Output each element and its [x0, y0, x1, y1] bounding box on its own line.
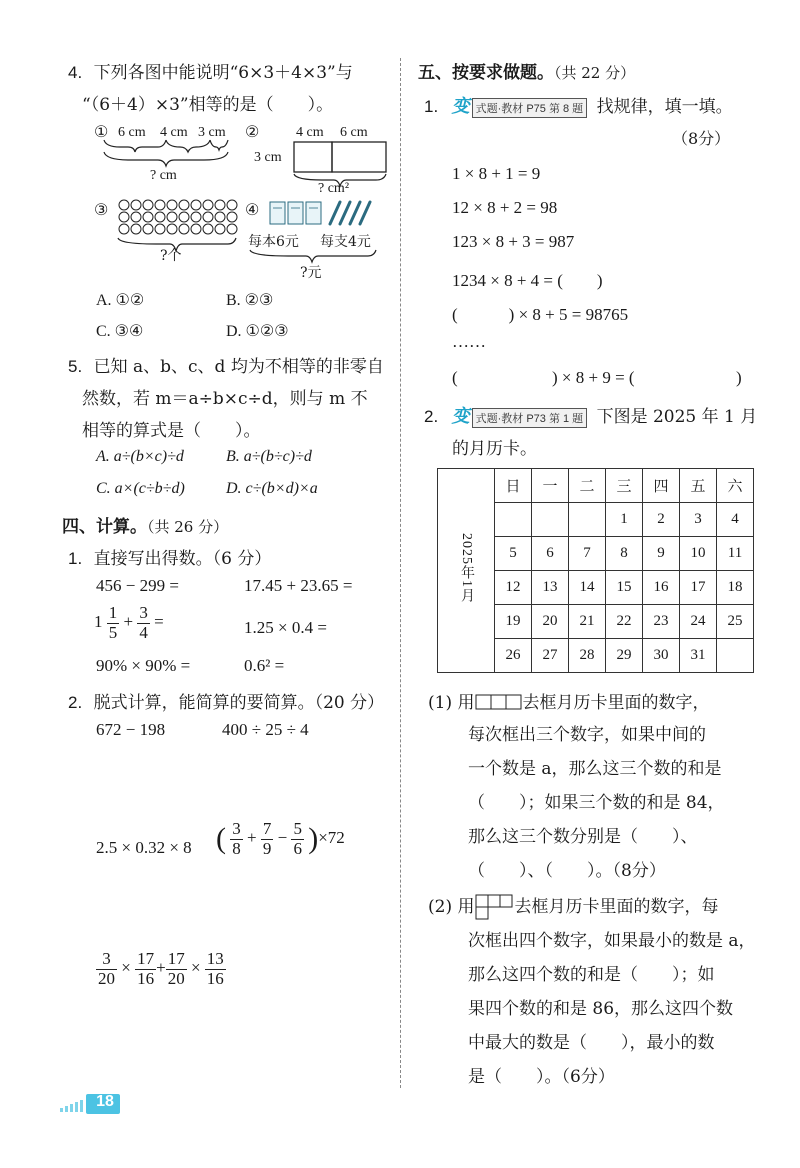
calendar-head: 日 [495, 469, 532, 503]
sc4-num-3: 5 [293, 819, 302, 838]
section-5-score: （共 22 分） [554, 64, 636, 82]
section-4-title [62, 512, 228, 537]
p2-number: (2) [428, 897, 453, 917]
calendar-cell: 4 [717, 503, 754, 537]
sc4-den-1: 8 [232, 838, 241, 858]
calc-6: 0.6² = [244, 656, 285, 675]
calc-2: 17.45 + 23.65 = [244, 576, 353, 595]
sc5-den-1: 20 [98, 968, 115, 988]
fig2-len-b: 6 cm [340, 125, 368, 140]
pattern-line-7 [452, 368, 742, 388]
calendar-cell: 16 [643, 571, 680, 605]
pattern-line-2: 12 × 8 + 2 = 98 [452, 198, 558, 217]
stepcalc-1: 672 − 198 [96, 720, 166, 739]
p1-text-5: 那么这三个数分别是（ ）、 [468, 827, 698, 847]
q5-option-b[interactable]: B. a÷(b÷c)÷d [226, 448, 312, 465]
sc5-num-1: 3 [96, 950, 117, 970]
calendar-cell: 26 [495, 639, 532, 673]
calc-5: 90% × 90% = [96, 656, 191, 675]
calendar-cell: 10 [680, 537, 717, 571]
q5-option-d[interactable]: D. c÷(b×d)×a [226, 480, 318, 497]
calendar-side-label [438, 469, 495, 673]
textbook-ref-tag: 式题·教材 P75 第 8 题 [472, 98, 588, 118]
s4-q1-text: 直接写出得数。（6 分） [93, 549, 272, 569]
s5-q1-number: 1. [424, 97, 439, 116]
section-4-score: （共 26 分） [147, 518, 229, 536]
q4-line2: “（6＋4）×3”相等的是（ ）。 [82, 95, 334, 115]
p2-text-4: 果四个数的和是 86，那么这四个数 [468, 999, 734, 1019]
calendar-cell: 27 [532, 639, 569, 673]
section-5-title [418, 58, 635, 83]
calendar-cell: 31 [680, 639, 717, 673]
p2-text-2: 次框出四个数字，如果最小的数是 a， [468, 931, 756, 951]
fig1-len-c: 3 cm [198, 125, 226, 140]
calendar-cell: 17 [680, 571, 717, 605]
fig4-left-note: 每本6元 [248, 234, 299, 250]
sc5-den-4: 16 [206, 968, 224, 988]
sc5-den-3: 20 [167, 968, 185, 988]
fig2-label: ② [245, 122, 260, 141]
p1-text-6: （ ）、（ ）。（8分） [468, 861, 666, 881]
fig1-len-a: 6 cm [118, 125, 146, 140]
fig4-question: ?元 [300, 265, 322, 281]
p1-text-use: 用 [457, 693, 475, 713]
p1-text-3: 一个数是 a，那么这三个数的和是 [468, 759, 722, 779]
s5-q2-line [424, 402, 757, 428]
s4-q2-text: 脱式计算，能简算的要简算。（20 分） [93, 693, 385, 713]
q5-text-3: 相等的算式是（ ）。 [82, 421, 261, 441]
stepcalc-4: ( $\frac{3}{8}$ + $\frac{7}{9}$ − $\frac{5}{6}$ )×72 [216, 819, 345, 858]
calendar-cell [532, 503, 569, 537]
calendar-head: 一 [532, 469, 569, 503]
q4-line1 [68, 58, 353, 83]
stepcalc-2: 400 ÷ 25 ÷ 4 [222, 720, 309, 739]
calendar-cell: 11 [717, 537, 754, 571]
calc-3-whole: 1 [94, 612, 103, 632]
calendar-cell: 13 [532, 571, 569, 605]
calc-3: 1 $\frac{1}{5}$ + $\frac{3}{4}$ = [94, 603, 164, 642]
p2-line1 [428, 892, 719, 922]
calendar-cell: 8 [606, 537, 643, 571]
fig1-label: ① [94, 122, 109, 141]
three-cell-frame-icon [475, 694, 523, 710]
q5-line1 [68, 352, 384, 377]
calendar-head: 四 [643, 469, 680, 503]
calendar-cell: 30 [643, 639, 680, 673]
calc-3-den-1: 5 [108, 622, 118, 642]
stepcalc-3: 2.5 × 0.32 × 8 [96, 838, 192, 857]
s4-q1-number: 1. [68, 549, 83, 568]
q5-option-a[interactable]: A. a÷(b×c)÷d [96, 448, 184, 465]
fig1-braces [100, 138, 240, 168]
fig3-label: ③ [94, 200, 109, 219]
fig4-books-pens [268, 198, 388, 228]
pattern-line-3: 123 × 8 + 3 = 987 [452, 232, 575, 251]
pattern-ellipsis: …… [452, 332, 486, 351]
column-divider [400, 58, 401, 1088]
s5-q1-text: 找规律，填一填。 [596, 97, 733, 117]
p2-text-6: 是（ ）。（6分） [468, 1067, 615, 1087]
calendar-head: 五 [680, 469, 717, 503]
pattern-7-mid: ) × 8 + 9 = ( [552, 368, 635, 387]
calendar-cell: 29 [606, 639, 643, 673]
fig1-len-b: 4 cm [160, 125, 188, 140]
fig1-question: ? cm [150, 168, 177, 183]
sc4-num-1: 3 [232, 819, 241, 838]
s5-q2-text-2: 的月历卡。 [452, 439, 537, 459]
calendar-cell: 7 [569, 537, 606, 571]
calendar-cell [717, 639, 754, 673]
calendar-cell: 25 [717, 605, 754, 639]
stepcalc-5: $\frac{3}{20}$ × $\frac{17}{16}$ + $\frac{17}{20}$ × $\frac{13}{16}$ [98, 949, 224, 988]
s4-q1-line [68, 544, 271, 569]
s5-q1-score: （8分） [672, 129, 731, 148]
calendar-cell [569, 503, 606, 537]
pattern-7-open: ( [452, 368, 458, 387]
calendar-side-text: 2025年1月 [459, 533, 474, 603]
p2-text-use: 用 [457, 897, 475, 917]
calc-3-num-2: 3 [139, 603, 148, 622]
calendar-cell: 24 [680, 605, 717, 639]
p2-text-5: 中最大的数是（ ），最小的数 [468, 1033, 715, 1053]
q5-option-c[interactable]: C. a×(c÷b÷d) [96, 480, 185, 497]
calendar-cell: 9 [643, 537, 680, 571]
fig4-right-note: 每支4元 [320, 234, 371, 250]
calendar-cell: 22 [606, 605, 643, 639]
sc5-den-2: 16 [137, 968, 155, 988]
textbook-ref-tag-2: 式题·教材 P73 第 1 题 [472, 408, 588, 428]
calendar-cell: 18 [717, 571, 754, 605]
pattern-line-5: ( ) × 8 + 5 = 98765 [452, 305, 629, 324]
fig3-question: ?个 [160, 248, 182, 264]
calendar-cell: 2 [643, 503, 680, 537]
pattern-line-4: 1234 × 8 + 4 = ( ) [452, 271, 603, 290]
calendar-cell [495, 503, 532, 537]
fig2-side: 3 cm [254, 150, 282, 165]
calendar-head: 三 [606, 469, 643, 503]
calendar-cell: 21 [569, 605, 606, 639]
q5-text-1: 已知 a、b、c、d 均为不相等的非零自 [93, 357, 384, 377]
sc5-num-2: 17 [137, 949, 155, 968]
q4-option-d[interactable]: D. ①②③ [226, 323, 289, 340]
sc4-den-2: 9 [262, 838, 272, 858]
p1-number: (1) [428, 693, 453, 713]
calendar-cell: 14 [569, 571, 606, 605]
calendar-cell: 3 [680, 503, 717, 537]
s5-q1-line [424, 92, 733, 118]
s4-q2-line [68, 688, 384, 713]
calendar-cell: 23 [643, 605, 680, 639]
calc-4: 1.25 × 0.4 = [244, 618, 327, 637]
pattern-line-1: 1 × 8 + 1 = 9 [452, 164, 541, 183]
calendar-head: 六 [717, 469, 754, 503]
sc4-num-2: 7 [262, 819, 272, 838]
sc5-num-3: 17 [167, 949, 185, 968]
calendar-cell: 19 [495, 605, 532, 639]
s5-q2-number: 2. [424, 407, 439, 426]
page-number: 18 [96, 1093, 114, 1110]
q4-text-1: 下列各图中能说明“6×3＋4×3”与 [93, 63, 353, 83]
s5-q2-text-1: 下图是 2025 年 1 月 [596, 407, 758, 427]
pattern-7-close: ) [736, 368, 742, 387]
variant-badge-icon: 变 [451, 96, 470, 117]
calendar-cell: 20 [532, 605, 569, 639]
calendar-cell: 28 [569, 639, 606, 673]
p1-text-4: （ ）；如果三个数的和是 84， [468, 793, 725, 813]
p2-text-1: 去框月历卡里面的数字，每 [514, 897, 719, 917]
sc4-tail: ×72 [318, 828, 345, 848]
p1-line1 [428, 688, 710, 713]
sc4-den-3: 6 [293, 838, 302, 858]
q4-option-c[interactable]: C. ③④ [96, 323, 144, 340]
sc5-num-4: 13 [206, 949, 224, 968]
q5-text-2: 然数，若 m＝a÷b×c÷d，则与 m 不 [82, 389, 368, 409]
fig2-question: ? cm² [318, 181, 350, 196]
calc-1: 456 − 299 = [96, 576, 179, 595]
s4-q2-number: 2. [68, 693, 83, 712]
calendar-cell: 1 [606, 503, 643, 537]
q4-number: 4. [68, 63, 83, 82]
calendar-head: 二 [569, 469, 606, 503]
calendar-table [437, 468, 754, 673]
p2-text-3: 那么这四个数的和是（ ）；如 [468, 965, 715, 985]
calendar-cell: 15 [606, 571, 643, 605]
section-4-heading: 四、计算。 [62, 517, 147, 537]
fig2-len-a: 4 cm [296, 125, 324, 140]
q4-option-b[interactable]: B. ②③ [226, 292, 274, 309]
q4-option-a[interactable]: A. ①② [96, 292, 145, 309]
q5-number: 5. [68, 357, 83, 376]
calc-3-den-2: 4 [139, 622, 148, 642]
calc-3-num-1: 1 [108, 603, 118, 622]
variant-badge-icon-2: 变 [451, 406, 470, 427]
calendar-cell: 6 [532, 537, 569, 571]
four-cell-frame-icon [475, 894, 515, 922]
fig4-label: ④ [245, 200, 260, 219]
calendar-cell: 12 [495, 571, 532, 605]
p1-text-1: 去框月历卡里面的数字， [522, 693, 710, 713]
p1-text-2: 每次框出三个数字，如果中间的 [468, 725, 706, 745]
calendar-cell: 5 [495, 537, 532, 571]
section-5-heading: 五、按要求做题。 [418, 63, 554, 83]
